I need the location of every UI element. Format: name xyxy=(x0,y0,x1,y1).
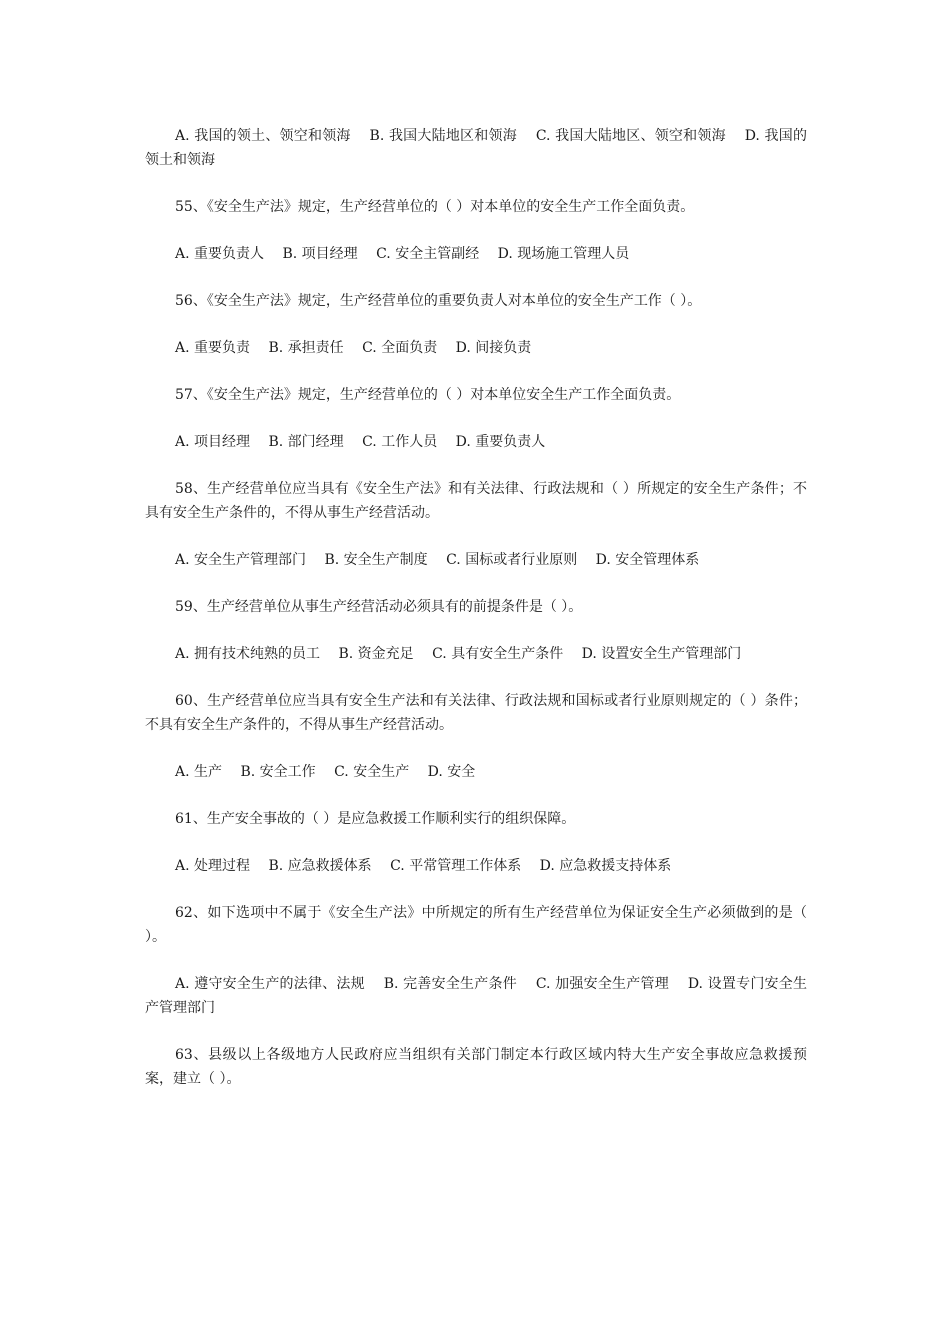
question-61: 61、生产安全事故的（ ）是应急救援工作顺利实行的组织保障。 xyxy=(175,811,576,827)
option-line-55: A. 重要负责人 B. 项目经理 C. 安全主管副经 D. 现场施工管理人员 xyxy=(175,246,630,262)
question-62: 62、如下选项中不属于《安全生产法》中所规定的所有生产经营单位为保证安全生产必须做到的是（ ）。 xyxy=(145,905,812,945)
option-line-54: A. 我国的领土、领空和领海 B. 我国大陆地区和领海 C. 我国大陆地区、领空和领海 D. 我国的领土和领海 xyxy=(145,128,807,168)
option-line-57: A. 项目经理 B. 部门经理 C. 工作人员 D. 重要负责人 xyxy=(175,434,546,450)
question-57: 57、《安全生产法》规定，生产经营单位的（ ）对本单位安全生产工作全面负责。 xyxy=(175,387,681,403)
option-line-62: A. 遵守安全生产的法律、法规 B. 完善安全生产条件 C. 加强安全生产管理 D. 设置专门安全生产管理部门 xyxy=(145,976,807,1016)
question-56: 56、《安全生产法》规定，生产经营单位的重要负责人对本单位的安全生产工作（ ）。 xyxy=(175,293,702,309)
question-60: 60、生产经营单位应当具有安全生产法和有关法律、行政法规和国标或者行业原则规定的（ ）条件；不具有安全生产条件的，不得从事生产经营活动。 xyxy=(145,693,807,733)
option-line-56: A. 重要负责 B. 承担责任 C. 全面负责 D. 间接负责 xyxy=(175,340,532,356)
option-line-60: A. 生产 B. 安全工作 C. 安全生产 D. 安全 xyxy=(175,764,476,780)
question-59: 59、生产经营单位从事生产经营活动必须具有的前提条件是（ ）。 xyxy=(175,599,583,615)
question-58: 58、生产经营单位应当具有《安全生产法》和有关法律、行政法规和（ ）所规定的安全生产条件；不具有安全生产条件的，不得从事生产经营活动。 xyxy=(145,481,807,521)
option-line-61: A. 处理过程 B. 应急救援体系 C. 平常管理工作体系 D. 应急救援支持体系 xyxy=(175,858,672,874)
option-line-59: A. 拥有技术纯熟的员工 B. 资金充足 C. 具有安全生产条件 D. 设置安全生产管理部门 xyxy=(175,646,742,662)
question-55: 55、《安全生产法》规定，生产经营单位的（ ）对本单位的安全生产工作全面负责。 xyxy=(175,199,695,215)
question-63: 63、县级以上各级地方人民政府应当组织有关部门制定本行政区域内特大生产安全事故应急救援预案，建立（ ）。 xyxy=(145,1047,807,1087)
option-line-58: A. 安全生产管理部门 B. 安全生产制度 C. 国标或者行业原则 D. 安全管理体系 xyxy=(175,552,700,568)
document-page xyxy=(145,124,812,1114)
